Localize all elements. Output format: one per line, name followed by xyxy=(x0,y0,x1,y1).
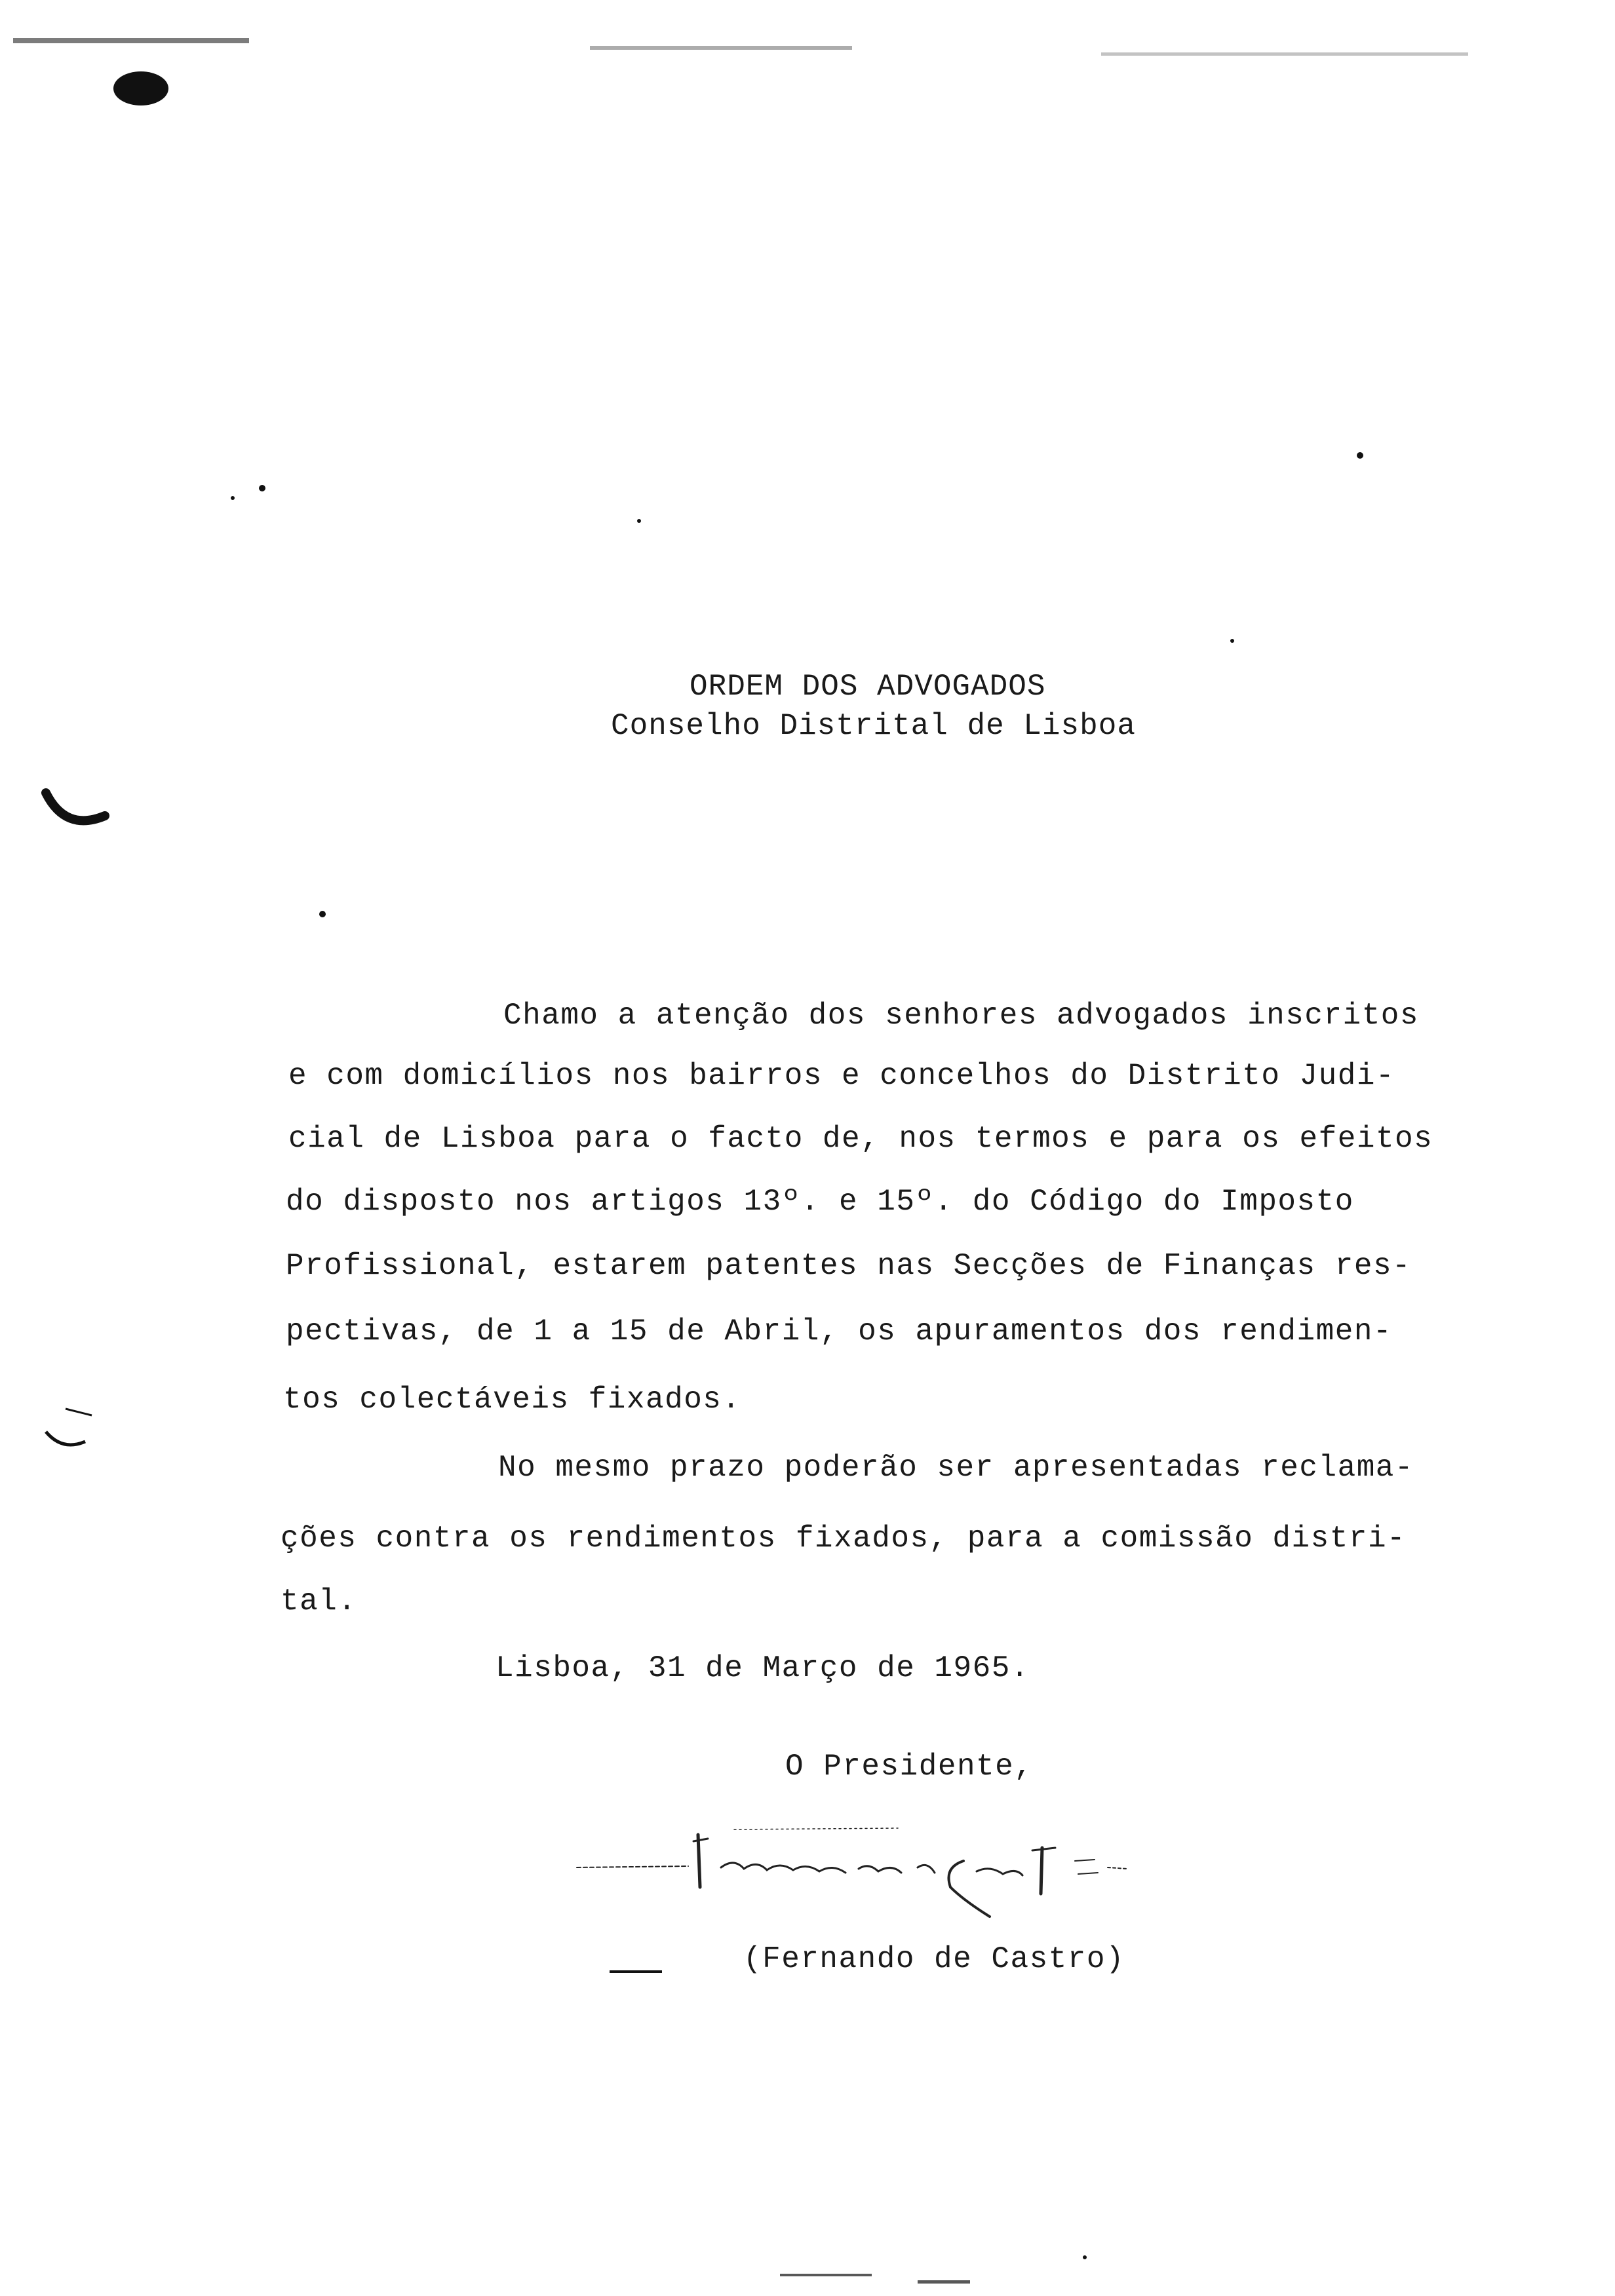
paragraph1-line: cial de Lisboa para o facto de, nos termos e para os efeitos xyxy=(288,1122,1433,1156)
paragraph1-line: Chamo a atenção dos senhores advogados inscritos xyxy=(503,999,1420,1033)
organization-name: ORDEM DOS ADVOGADOS xyxy=(690,670,1046,704)
paragraph2-line: tal. xyxy=(281,1584,357,1618)
paragraph2-line: No mesmo prazo poderão ser apresentadas reclama- xyxy=(498,1451,1414,1485)
paragraph1-line: Profissional, estarem patentes nas Secções de Finanças res- xyxy=(286,1249,1412,1283)
paragraph1-line: e com domicílios nos bairros e concelhos do Distrito Judi- xyxy=(288,1059,1395,1093)
signatory-role: O Presidente, xyxy=(785,1750,1034,1784)
place-date: Lisboa, 31 de Março de 1965. xyxy=(496,1651,1030,1685)
paragraph2-line: ções contra os rendimentos fixados, para a comissão distri- xyxy=(281,1521,1407,1556)
handwritten-signature xyxy=(570,1822,1199,1933)
council-name: Conselho Distrital de Lisboa xyxy=(611,709,1136,743)
paragraph1-line: do disposto nos artigos 13º. e 15º. do Código do Imposto xyxy=(286,1185,1354,1219)
paragraph1-line: tos colectáveis fixados. xyxy=(283,1383,741,1417)
paragraph1-line: pectivas, de 1 a 15 de Abril, os apuramentos dos rendimen- xyxy=(286,1314,1393,1349)
signatory-name: (Fernando de Castro) xyxy=(743,1942,1125,1976)
